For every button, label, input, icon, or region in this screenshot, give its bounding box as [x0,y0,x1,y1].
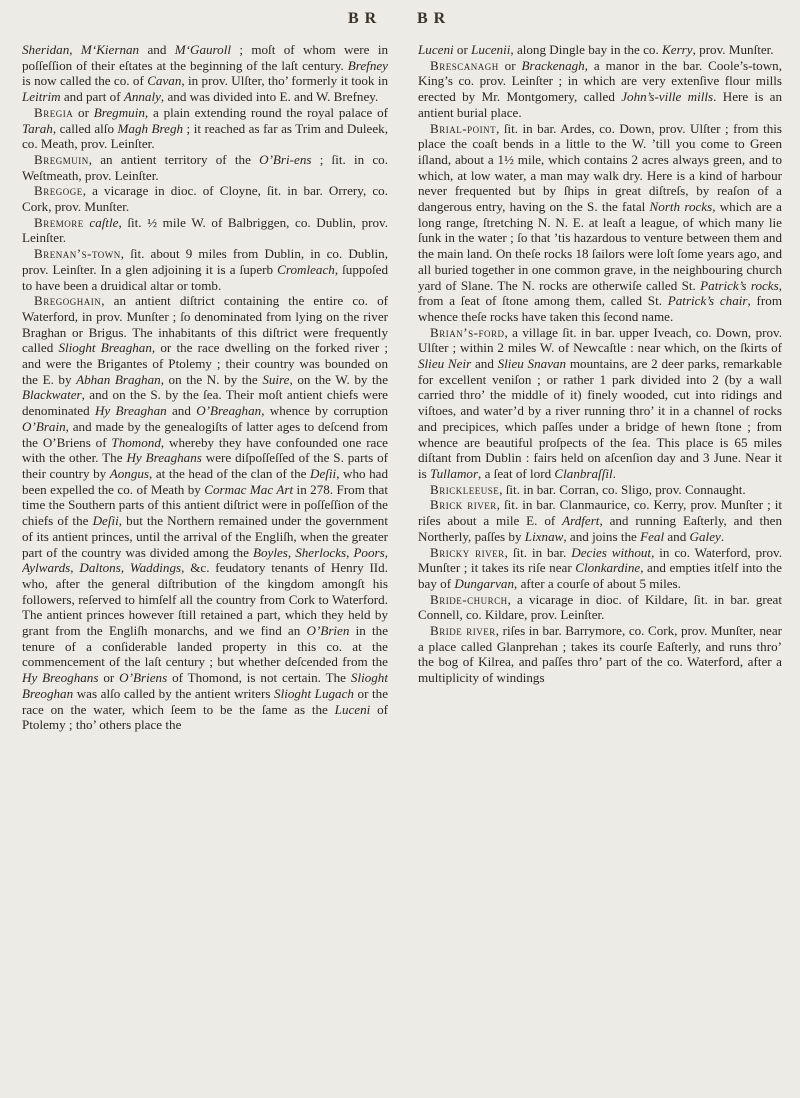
dictionary-entry: Brial-point, ſit. in bar. Ardes, co. Down, prov. Ulſter ; from this place the coaſt bends in a little to the W. ’till you come to Green iſland, about a 1½ mile, which contains 2 acres always green, and to which, at low water, a man may walk dry. Here is a kind of harbour never frequented but by ſhips in great diſtreſs, by reaſon of a dangerous entry, having on the S. the fatal North rocks, which are a long range, ſtretching N. N. E. at leaſt a league, of which many lie ſunk in the water ; ſo that ’tis hazardous to venture between them and the main land. On theſe rocks 18 ſailors were loſt ſome years ago, and all buried together in one common grave, in the neighbouring church yard of Slane. The N. rocks are otherwiſe called St. Patrick’s rocks, from a ſeat of ſtone among them, called St. Patrick’s chair, from whence theſe rocks have taken this ſecond name. [418,120,782,324]
entry-headword: Brian’s-ford [430,324,505,340]
entry-headword: Bregmuin [34,151,89,167]
entry-headword: Bricky river [430,544,505,560]
dictionary-entry: Bride river, riſes in bar. Barrymore, co. Cork, prov. Munſter, near a place called Glanprehan ; takes its courſe Eaſterly, and runs thro’ the bog of Kilrea, and paſſes thro’ part of the co. Waterford, after a multiplicity of windings [418,623,782,686]
dictionary-entry: Bregoge, a vicarage in dioc. of Cloyne, ſit. in bar. Orrery, co. Cork, prov. Munſter. [22,183,388,215]
entry-headword: Bride-church [430,591,508,607]
continued-entry: Luceni or Lucenii, along Dingle bay in the co. Kerry, prov. Munſter. [418,42,774,57]
dictionary-entry: Brian’s-ford, a village ſit. in bar. upper Iveach, co. Down, prov. Ulſter ; within 2 miles W. of Newcaſtle : near which, on the ſkirts of Slieu Neir and Slieu Snavan mountains, are 2 deer parks, remarkable for excellent veniſon ; or rather 1 park divided into 2 (by a wall carried thro’ the middle of it) finely wooded, cut into ridings and viſtoes, and water’d by a river running thro’ it in a channel of rocks and precipices, which paſſes under a bridge of hewn ſtone ; from whence are beautiful proſpects of the ſea. This place is 65 miles diſtant from Dublin : fairs held on aſcenſion day and 3 June. Near it is Tullamor, a ſeat of lord Clanbraſſil. [418,324,782,481]
entry-headword: Bregoge [34,183,83,199]
entry-headword: Brenan’s-town [34,246,121,262]
dictionary-entry: Bricky river, ſit. in bar. Decies without, in co. Waterford, prov. Munſter ; it takes its riſe near Clonkardine, and empties itſelf into the bay of Dungarvan, after a courſe of about 5 miles. [418,544,782,591]
entry-headword: Brick river [430,497,497,513]
continued-entry: Sheridan, M‘Kiernan and M‘Gauroll ; moſt of whom were in poſſeſſion of their eſtates at the beginning of the laſt century. Brefney is now called the co. of Cavan, in prov. Ulſter, tho’ formerly it took in Leitrim and part of Annaly, and was divided into E. and W. Brefney. [22,42,388,105]
dictionary-entry: Bregmuin, an antient territory of the O’Bri-ens ; ſit. in co. Weſtmeath, prov. Leinſter. [22,151,388,183]
entry-headword: Brescanagh [430,57,499,73]
header-right: B R [417,10,447,27]
dictionary-entry: Brick river, ſit. in bar. Clanmaurice, co. Kerry, prov. Munſter ; it riſes about a mile E. of Ardfert, and running Eaſterly, and then Northerly, paſſes by Lixnaw, and joins the Feal and Galey. [418,497,782,544]
dictionary-entry: Bregoghain, an antient diſtrict containing the entire co. of Waterford, in prov. Munſter ; ſo denominated from lying on the river Braghan or Brigus. The inhabitants of this diſtrict were frequently called Slioght Breaghan, or the race dwelling on the forked river ; and were the Brigantes of Ptolemy ; their country was bounded on the E. by Abhan Braghan, on the N. by the Suire, on the W. by the Blackwater, and on the S. by the ſea. Their moſt antient chiefs were denominated Hy Breaghan and O’Breaghan, whence by corruption O’Brain, and made by the genealogiſts of latter ages to deſcend from the O’Briens of Thomond, whereby they have confounded one race with the other. The Hy Breaghans were diſpoſſeſſed of the S. parts of their country by Aongus, at the head of the clan of the Deſii, who had been expelled the co. of Meath by Cormac Mac Art in 278. From that time the Southern parts of this antient diſtrict were in poſſeſſion of the chiefs of the Deſii, but the Northern remained under the government of its antient princes, until the arrival of the Engliſh, when the greater part of the country was divided among the Boyles, Sherlocks, Poors, Aylwards, Daltons, Waddings, &c. feudatory tenants of Henry IId. who, after the general diſtribution of the kingdom amongſt his followers, reſerved to himſelf all the country from Cork to Waterford. The antient princes however ſtill retained a part, which they held by grant from the Engliſh monarchs, and we find an O’Brien in the tenure of a conſiderable landed property in this co. at the commencement of the laſt century ; but whether deſcended from the Hy Breoghans or O’Briens of Thomond, is not certain. The Slioght Breoghan was alſo called by the antient writers Slioght Lugach or the race on the water, which ſeem to be the ſame as the Luceni of Ptolemy ; tho’ others place the [22,293,388,733]
dictionary-entry: Brescanagh or Brackenagh, a manor in the bar. Coole’s-town, King’s co. prov. Leinſter ; in which are very extenſive flour mills erected by Mr. Montgomery, called John’s-ville mills. Here is an antient burial place. [418,57,782,120]
left-column [22,42,388,1092]
dictionary-entry: Bremore caſtle, ſit. ½ mile W. of Balbriggen, co. Dublin, prov. Leinſter. [22,214,388,246]
entry-headword: Bride river [430,623,496,639]
entry-headword: Bremore [34,214,84,230]
dictionary-entry: Brenan’s-town, ſit. about 9 miles from Dublin, in co. Dublin, prov. Leinſter. In a glen adjoining it is a ſuperb Cromleach, ſuppoſed to have been a druidical altar or tomb. [22,246,388,293]
right-column [418,42,782,1092]
entry-headword: Bregoghain [34,293,102,309]
entry-headword: Brial-point [430,120,497,136]
dictionary-entry: Bregia or Bregmuin, a plain extending round the royal palace of Tarah, called alſo Magh Bregh ; it reached as far as Trim and Duleek, co. Meath, prov. Leinſter. [22,104,388,152]
dictionary-entry: Brickleeuse, ſit. in bar. Corran, co. Sligo, prov. Connaught. [430,481,746,497]
entry-headword: Bregia [34,104,74,120]
dictionary-entry: Bride-church, a vicarage in dioc. of Kildare, ſit. in bar. great Connell, co. Kildare, prov. Leinſter. [418,591,782,623]
running-header [0,10,800,34]
header-left: B R [348,10,378,27]
entry-headword: Brickleeuse [430,481,500,497]
